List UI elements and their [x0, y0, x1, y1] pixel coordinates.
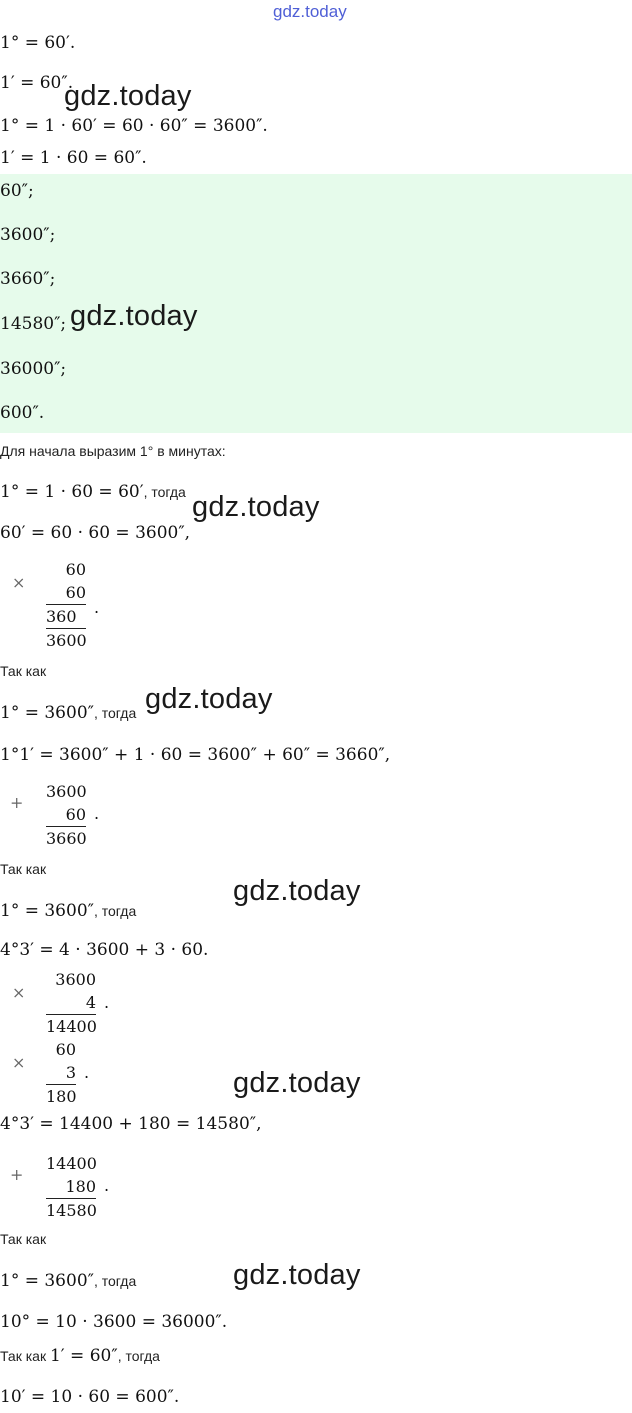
s1-line-2: 60′ = 60 · 60 = 3600″,	[0, 523, 191, 543]
watermark-top: gdz.today	[273, 2, 347, 21]
s3-calc2: 60 3 180	[46, 1040, 77, 1106]
s1-intro: Для начала выразим 1° в минутах:	[0, 443, 226, 459]
watermark-6: gdz.today	[233, 1067, 361, 1099]
watermark-2: gdz.today	[70, 300, 198, 332]
s2-calc-op: +	[10, 793, 24, 812]
s3-calc1-op: ×	[12, 983, 26, 1002]
s3-calc1: 3600 4 14400	[46, 970, 97, 1036]
s1-calc: 60 60 360 3600	[46, 560, 87, 650]
s2-tak-kak: Так как	[0, 663, 47, 679]
answer-2: 3600″;	[0, 225, 56, 245]
watermark-3: gdz.today	[192, 491, 320, 523]
s2-line-1: 1° = 3600″, тогда	[0, 703, 137, 723]
watermark-5: gdz.today	[233, 875, 361, 907]
s4-line-2: 10° = 10 · 3600 = 36000″.	[0, 1312, 228, 1332]
answer-1: 60″;	[0, 181, 34, 201]
s4-line-1: 1° = 3600″, тогда	[0, 1271, 137, 1291]
s2-line-2: 1°1′ = 3600″ + 1 · 60 = 3600″ + 60″ = 3660″,	[0, 745, 391, 765]
s2-calc: 3600 60 3660	[46, 782, 87, 848]
s4-line-4: 10′ = 10 · 60 = 600″.	[0, 1387, 180, 1407]
s3-line-3: 4°3′ = 14400 + 180 = 14580″,	[0, 1114, 262, 1134]
answer-3: 3660″;	[0, 269, 56, 289]
s1-line-1: 1° = 1 · 60 = 60′, тогда	[0, 482, 186, 502]
s3-line-2: 4°3′ = 4 · 3600 + 3 · 60.	[0, 940, 209, 960]
s1-calc-op: ×	[12, 573, 26, 592]
intro-line-1: 1° = 60′.	[0, 33, 76, 53]
s4-tak-kak: Так как	[0, 1231, 47, 1247]
s3-line-1: 1° = 3600″, тогда	[0, 901, 137, 921]
intro-line-2: 1′ = 60″.	[0, 73, 74, 93]
watermark-1: gdz.today	[64, 80, 192, 112]
s4-line-3: Так как 1′ = 60″, тогда	[0, 1346, 160, 1366]
watermark-7: gdz.today	[233, 1259, 361, 1291]
answer-4: 14580″;	[0, 314, 67, 334]
watermark-4: gdz.today	[145, 683, 273, 715]
answer-6: 600″.	[0, 403, 45, 423]
s3-calc3-op: +	[10, 1165, 24, 1184]
intro-line-3: 1° = 1 · 60′ = 60 · 60″ = 3600″.	[0, 116, 268, 136]
s3-tak-kak: Так как	[0, 861, 47, 877]
answer-5: 36000″;	[0, 359, 67, 379]
s3-calc3: 14400 180 14580	[46, 1154, 97, 1220]
intro-line-4: 1′ = 1 · 60 = 60″.	[0, 148, 147, 168]
s3-calc2-op: ×	[12, 1053, 26, 1072]
